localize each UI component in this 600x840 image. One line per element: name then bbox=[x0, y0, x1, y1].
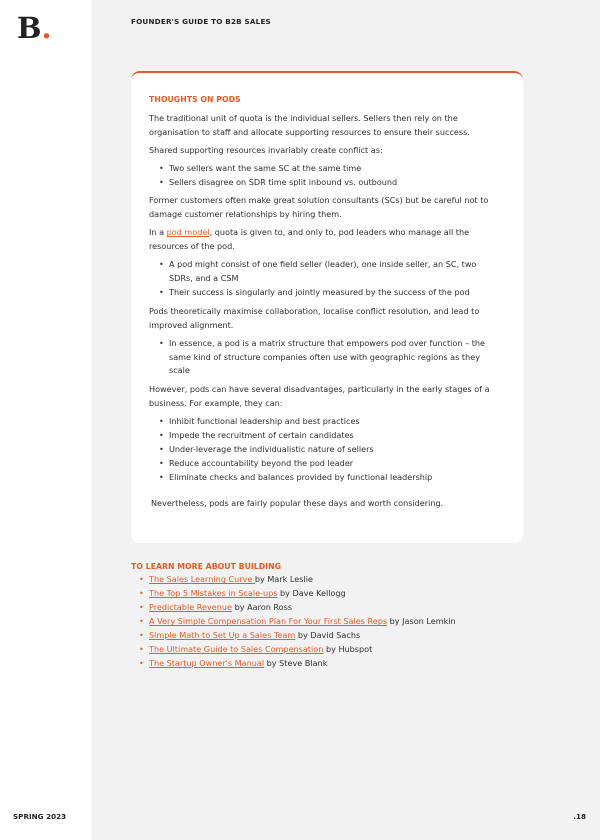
closing-paragraph: Nevertheless, pods are fairly popular these days and worth considering. bbox=[151, 497, 444, 508]
paragraph-6: However, pods can have several disadvantages, particularly in the early stages of a business. For example, they can: bbox=[149, 384, 490, 409]
list-item: • Inhibit functional leadership and best practices bbox=[169, 415, 501, 429]
learn-more-section bbox=[131, 561, 551, 671]
list-item bbox=[149, 657, 551, 671]
resource-author: by Jason Lemkin bbox=[387, 616, 456, 627]
logo-dot: . bbox=[41, 11, 52, 45]
list-item: • In essence, a pod is a matrix structure that empowers pod over function – the same kind of structure companies often use with geographic regions as they scale bbox=[169, 337, 501, 379]
list-item: • Reduce accountability beyond the pod leader bbox=[169, 457, 501, 471]
essence-list bbox=[149, 337, 501, 379]
list-item: • Eliminate checks and balances provided by functional leadership bbox=[169, 471, 501, 485]
list-item bbox=[149, 643, 551, 657]
list-item bbox=[149, 615, 551, 629]
resource-author: by Mark Leslie bbox=[254, 574, 313, 585]
resource-list bbox=[131, 573, 551, 670]
paragraph-2: Shared supporting resources invariably create conflict as: bbox=[149, 144, 383, 155]
p4-before: In a bbox=[149, 227, 167, 238]
p4-after: , quota is given to, and only to, pod leaders who manage all the resources of the pod. bbox=[149, 227, 470, 252]
paragraph-5: Pods theoretically maximise collaboration, localise conflict resolution, and lead to improved alignment. bbox=[149, 305, 480, 330]
list-item: • Under-leverage the individualistic nature of sellers bbox=[169, 443, 501, 457]
logo bbox=[17, 11, 52, 45]
conflict-list bbox=[149, 162, 501, 190]
resource-author: by Steve Blank bbox=[264, 657, 328, 668]
left-sidebar bbox=[0, 0, 91, 840]
logo-letter: B bbox=[17, 11, 42, 45]
footer-edition: SPRING 2023 bbox=[13, 812, 67, 821]
list-item bbox=[149, 601, 551, 615]
list-item bbox=[149, 587, 551, 601]
paragraph-3: Former customers often make great solution consultants (SCs) but be careful not to damage customer relationships by hiring them. bbox=[149, 195, 489, 220]
list-item: • Impede the recruitment of certain candidates bbox=[169, 429, 501, 443]
resource-link[interactable]: The Startup Owner's Manual bbox=[149, 657, 265, 668]
list-item bbox=[149, 629, 551, 643]
pod-model-link[interactable]: pod model bbox=[166, 227, 210, 238]
list-item bbox=[149, 573, 551, 587]
running-head: FOUNDER'S GUIDE TO B2B SALES bbox=[131, 17, 271, 26]
resource-link[interactable]: The Sales Learning Curve bbox=[149, 574, 255, 585]
page-number: .18 bbox=[573, 812, 586, 821]
learn-more-title: TO LEARN MORE ABOUT BUILDING bbox=[131, 562, 282, 571]
resource-author: by Hubspot bbox=[323, 644, 373, 654]
disadvantages-list bbox=[149, 415, 501, 485]
card-title: THOUGHTS ON PODS bbox=[149, 95, 241, 104]
resource-link[interactable]: A Very Simple Compensation Plan For Your First Sales Reps bbox=[149, 616, 388, 627]
pods-card bbox=[131, 71, 523, 543]
list-item: • A pod might consist of one field seller (leader), one inside seller, an SC, two SDRs, and a CSM bbox=[169, 258, 501, 286]
resource-author: by David Sachs bbox=[295, 630, 361, 641]
list-item: • Sellers disagree on SDR time split inbound vs. outbound bbox=[169, 176, 501, 190]
paragraph-1: The traditional unit of quota is the individual sellers. Sellers then rely on the organisation to staff and allocate supporting resources to ensure their success. bbox=[149, 112, 470, 137]
resource-author: by Aaron Ross bbox=[232, 602, 293, 613]
resource-author: by Dave Kellogg bbox=[277, 588, 346, 599]
resource-link[interactable]: Simple Math to Set Up a Sales Team bbox=[149, 630, 296, 641]
resource-link[interactable]: The Top 5 Mistakes in Scale-ups bbox=[149, 588, 278, 599]
pod-list bbox=[149, 258, 501, 300]
resource-link[interactable]: Predictable Revenue bbox=[149, 602, 233, 613]
list-item: • Their success is singularly and jointly measured by the success of the pod bbox=[169, 286, 501, 300]
paragraph-4 bbox=[149, 226, 501, 254]
resource-link[interactable]: The Ultimate Guide to Sales Compensation bbox=[149, 644, 324, 654]
list-item: • Two sellers want the same SC at the same time bbox=[169, 162, 501, 176]
